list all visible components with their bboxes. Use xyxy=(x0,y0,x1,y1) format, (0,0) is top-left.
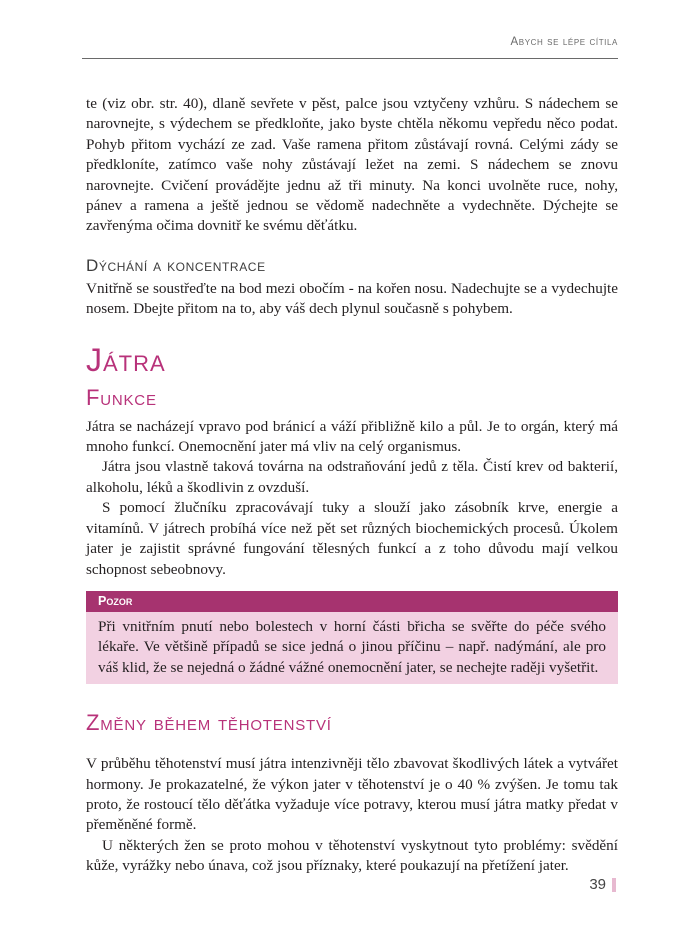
warning-text: Při vnitřním pnutí nebo bolestech v horní části břicha se svěřte do péče svého lékaře. Ve většině případů se sice jedná o jinou příčinu – např. nadýmání, ale pro váš klid, že se nejedná o žádné vážné onemocnění jater, se nechejte raději vyšetřit. xyxy=(86,612,618,684)
page-number-marker xyxy=(612,878,616,892)
page-content xyxy=(86,94,618,877)
warning-title: Pozor xyxy=(86,591,618,612)
breathing-paragraph: Vnitřně se soustřeďte na bod mezi obočím - na kořen nosu. Nadechujte se a vydechujte nosem. Dbejte přitom na to, aby váš dech plynul současně s pohybem. xyxy=(86,279,618,318)
warning-box xyxy=(86,591,618,684)
liver-paragraph: Játra jsou vlastně taková továrna na odstraňování jedů z těla. Čistí krev od bakterií, alkoholu, léků a škodlivin z ovzduší. xyxy=(86,458,618,496)
page-number: 39 xyxy=(589,876,606,893)
chapter-title: Játra xyxy=(86,341,166,378)
function-heading: Funkce xyxy=(86,384,157,410)
pregnancy-paragraph: V průběhu těhotenství musí játra intenzivněji tělo zbavovat škodlivých látek a vytvářet hormony. Je prokazatelné, že výkon jater v těhotenství je o 40 % zvýšen. Je tomu tak proto, že rostoucí tělo děťátka vyžaduje více potravy, kterou musí játra matky předat v přeměněné formě. xyxy=(86,755,618,834)
header-rule xyxy=(82,58,618,59)
pregnancy-paragraph: U některých žen se proto mohou v těhotenství vyskytnout tyto problémy: svědění kůže, vyrážky nebo únava, což jsou příznaky, které poukazují na přetížení jater. xyxy=(86,836,618,875)
breathing-heading: Dýchání a koncentrace xyxy=(86,255,266,275)
pregnancy-heading: Změny během těhotenství xyxy=(86,710,332,736)
liver-paragraph: Játra se nacházejí vpravo pod bránicí a váží přibližně kilo a půl. Je to orgán, který má mnoho funkcí. Onemocnění jater má vliv na celý organismus. xyxy=(86,417,618,456)
running-header: Abych se lépe cítila xyxy=(510,36,618,48)
intro-paragraph: te (viz obr. str. 40), dlaně sevřete v pěst, palce jsou vztyčeny vzhůru. S nádechem se narovnejte, s výdechem se předkloňte, jako byste chtěla někomu vepředu něco podat. Pohyb přitom vychází ze zad. Vaše ramena přitom zůstávají rovná. Celými zády se předkloníte, zatímco vaše nohy zůstávají ležet na zemi. S nádechem se znovu narovnejte. Cvičení provádějte jednu až tři minuty. Na konci uvolněte ruce, nohy, pánev a ramena a ještě jednou se vědomě nadechněte a vydechněte. Dýchejte se zavřenýma očima dovnitř ke svému děťátku. xyxy=(86,95,618,235)
liver-paragraph: S pomocí žlučníku zpracovávají tuky a slouží jako zásobník krve, energie a vitamínů. V játrech probíhá více než pět set různých biochemických procesů. Úkolem jater je zajistit správné fungování tělesných funkcí a z toho důvodu mají velkou schopnost sebeobnovy. xyxy=(86,499,618,578)
